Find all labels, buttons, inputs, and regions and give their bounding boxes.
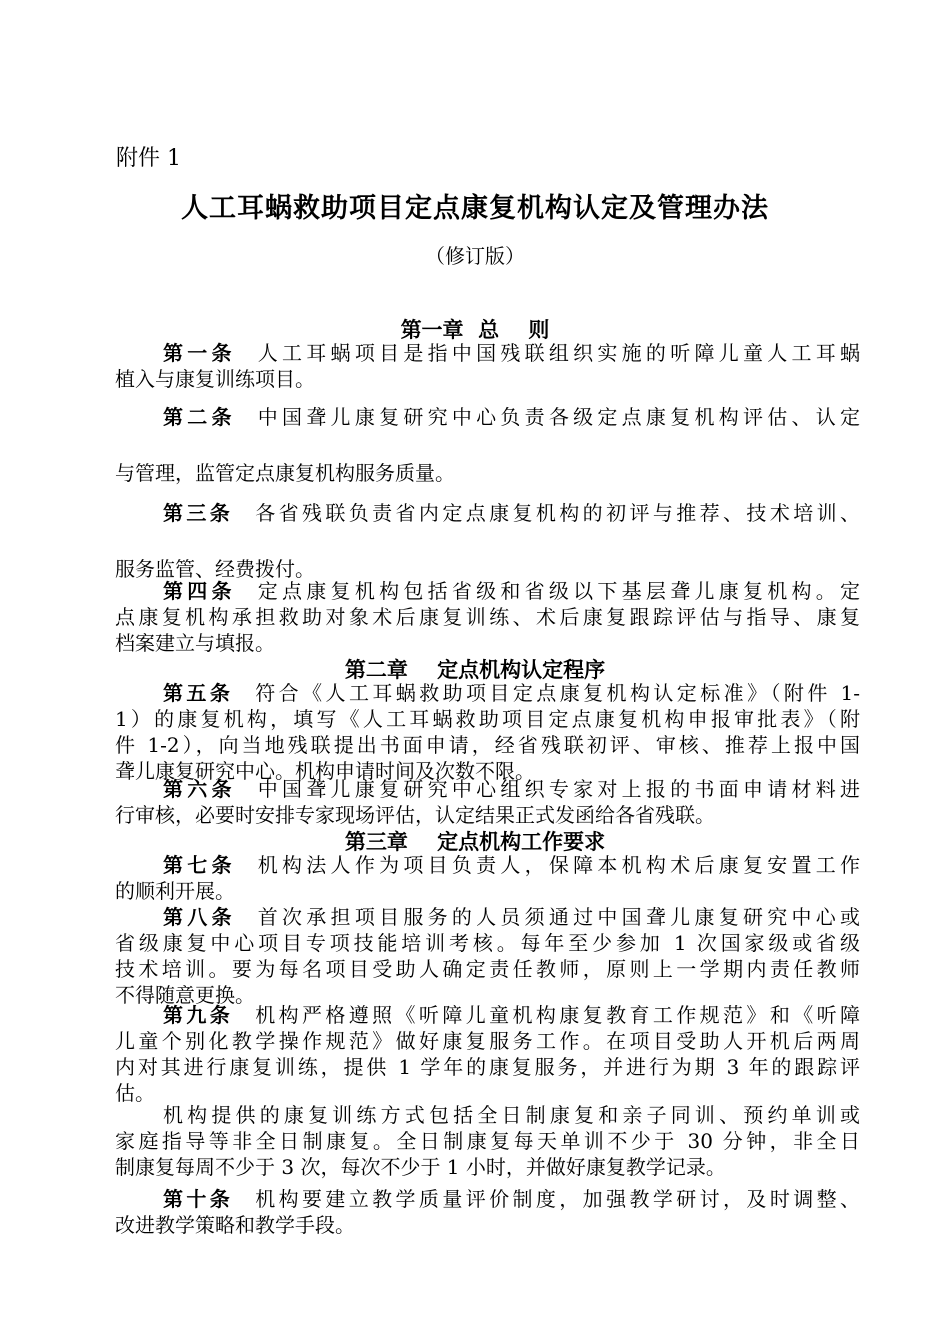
chapter-heading: 第一章 总 则 — [400, 317, 550, 342]
document-title: 人工耳蜗救助项目定点康复机构认定及管理办法 — [181, 193, 769, 224]
article-8: 第八条 首次承担项目服务的人员须通过中国聋儿康复研究中心或 省级康复中心项目专项技能培训考核。每年至少参加 1 次国家级或省级 技术培训。要为每名项目受助人确定责任教师，原则上一学期内责任教师 不得随意更换。 — [115, 905, 860, 1007]
article-label: 第十条 — [163, 1187, 234, 1211]
document-subtitle: （修订版） — [425, 244, 525, 268]
article-label: 第三条 — [163, 501, 234, 525]
article-4: 第四条 定点康复机构包括省级和省级以下基层聋儿康复机构。定 点康复机构承担救助对象术后康复训练、术后康复跟踪评估与指导、康复 档案建立与填报。 — [115, 579, 860, 655]
article-2: 第二条 中国聋儿康复研究中心负责各级定点康复机构评估、认定 与管理，监管定点康复机构服务质量。 — [115, 405, 860, 485]
article-label: 第四条 — [163, 579, 236, 603]
article-label: 第二条 — [163, 405, 236, 429]
article-3: 第三条 各省残联负责省内定点康复机构的初评与推荐、技术培训、 服务监管、经费拨付。 — [115, 501, 860, 581]
article-9-continuation: 机构提供的康复训练方式包括全日制康复和亲子同训、预约单训或 家庭指导等非全日制康复。全日制康复每天单训不少于 30 分钟，非全日 制康复每周不少于 3 次，每次不少于 1 小时，并做好康复教学记录。 — [115, 1103, 860, 1179]
article-1: 第一条 人工耳蜗项目是指中国残联组织实施的听障儿童人工耳蜗 植入与康复训练项目。 — [115, 341, 860, 391]
article-10: 第十条 机构要建立教学质量评价制度，加强教学研讨，及时调整、 改进教学策略和教学手段。 — [115, 1187, 860, 1237]
article-label: 第五条 — [163, 681, 234, 705]
article-label: 第八条 — [163, 905, 236, 929]
article-label: 第七条 — [163, 853, 236, 877]
article-7: 第七条 机构法人作为项目负责人，保障本机构术后康复安置工作 的顺利开展。 — [115, 853, 860, 903]
article-5: 第五条 符合《人工耳蜗救助项目定点康复机构认定标准》（附件 1- 1）的康复机构，填写《人工耳蜗救助项目定点康复机构申报审批表》（附 件 1-2），向当地残联提出书面申请，经省残联初评、审核、推荐上报中国 聋儿康复研究中心。机构申请时间及次数不限。 — [115, 681, 860, 783]
attachment-label: 附件 1 — [116, 146, 181, 171]
article-label: 第一条 — [163, 341, 236, 365]
chapter-heading: 第二章 定点机构认定程序 — [344, 657, 606, 682]
article-label: 第六条 — [163, 777, 236, 801]
article-6: 第六条 中国聋儿康复研究中心组织专家对上报的书面申请材料进 行审核，必要时安排专家现场评估，认定结果正式发函给各省残联。 — [115, 777, 860, 827]
article-9: 第九条 机构严格遵照《听障儿童机构康复教育工作规范》和《听障 儿童个别化教学操作规范》做好康复服务工作。在项目受助人开机后两周 内对其进行康复训练，提供 1 学年的康复服务，并进行为期 3 年的跟踪评 估。 — [115, 1003, 860, 1105]
chapter-heading: 第三章 定点机构工作要求 — [344, 829, 606, 854]
article-label: 第九条 — [163, 1003, 234, 1027]
